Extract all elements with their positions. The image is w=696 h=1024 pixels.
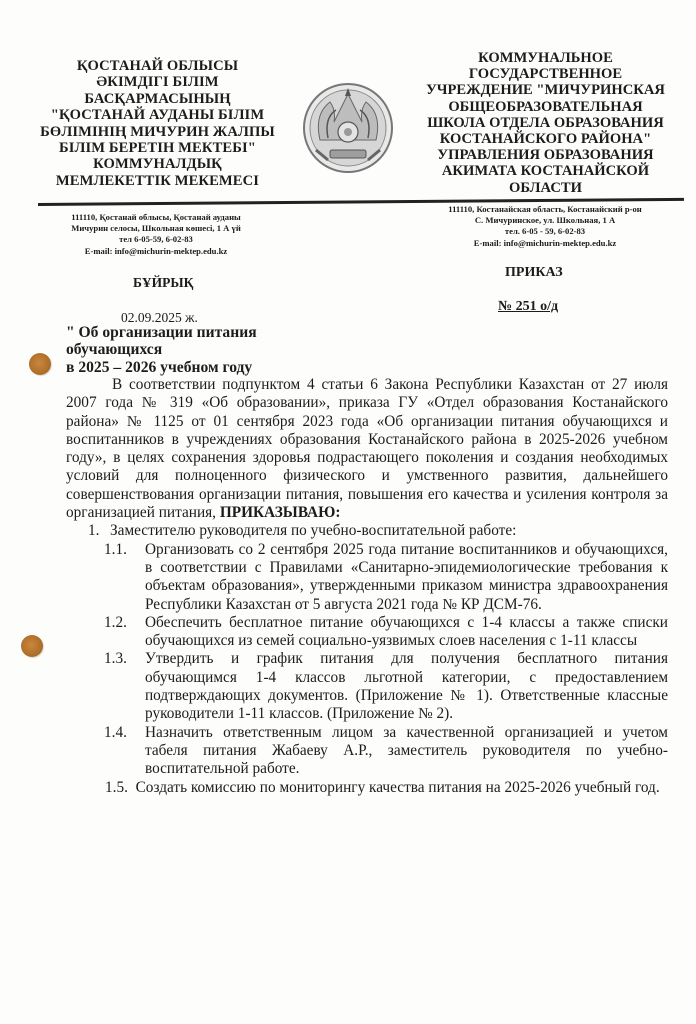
- org-name-kazakh: [40, 58, 275, 189]
- item-number: 1.: [88, 522, 100, 540]
- subject-line: в 2025 – 2026 учебном году: [66, 358, 253, 376]
- subject-line: обучающихся: [66, 341, 163, 359]
- org-line: "ҚОСТАНАЙ АУДАНЫ БІЛІМ: [50, 107, 265, 124]
- org-line: ГОСУДАРСТВЕННОЕ: [468, 66, 623, 83]
- list-item-1-3: [66, 650, 668, 723]
- item-number: 1.4.: [104, 723, 127, 741]
- org-line: ШКОЛА ОТДЕЛА ОБРАЗОВАНИЯ: [427, 114, 664, 131]
- list-item-1: [88, 522, 668, 540]
- list-item-1-2: [66, 614, 668, 651]
- org-name-russian: [418, 50, 673, 196]
- list-item-1-5: [66, 779, 668, 797]
- subject-line: " Об организации питания: [66, 324, 257, 341]
- org-line: БІЛІМ БЕРЕТІН МЕКТЕБІ": [59, 140, 256, 157]
- list-item-1-4: [66, 724, 668, 779]
- item-text: Утвердить и график питания для получения бесплатного питания обучающимся 1-4 классов льготной категории, с предоставлением подтверждающих документов. (Приложение № 1). Ответственные классные руководители 1-11 классов. (Приложение № 2).: [145, 650, 668, 723]
- order-title-kazakh: БҰЙРЫҚ: [133, 275, 194, 290]
- order-title-russian: ПРИКАЗ: [505, 265, 563, 280]
- phone-line: тел. 6-05 - 59, 6-02-83: [504, 226, 586, 237]
- org-line: ОБЩЕОБРАЗОВАТЕЛЬНАЯ: [448, 98, 643, 115]
- address-line: 111110, Костанайская область, Костанайский р-он: [448, 204, 642, 214]
- item-text: Организовать со 2 сентября 2025 года питание воспитанников и обучающихся, в соответствии с Правилами «Санитарно-эпидемиологические требования к объектам образования», утвержденными приказом министра здравоохранения Республики Казахстан от 5 августа 2021 года № КР ДСМ-76.: [145, 540, 668, 613]
- org-line: УЧРЕЖДЕНИЕ "МИЧУРИНСКАЯ: [426, 82, 665, 99]
- org-line: КОММУНАЛЬНОЕ: [478, 50, 613, 66]
- address-line: С. Мичуринское, ул. Школьная, 1 А: [474, 215, 616, 226]
- address-line: 111110, Қостанай облысы, Қостанай ауданы: [71, 212, 241, 222]
- org-line: ОБЛАСТИ: [509, 179, 582, 196]
- email-line: E-mail: info@michurin-mektep.edu.kz: [473, 237, 617, 248]
- item-number: 1.3.: [104, 650, 127, 668]
- org-line: ӘКІМДІГІ БІЛІМ: [96, 74, 219, 91]
- org-line: МЕМЛЕКЕТТІК МЕКЕМЕСІ: [55, 172, 260, 189]
- org-line: АКИМАТА КОСТАНАЙСКОЙ: [441, 163, 650, 180]
- org-line: КОСТАНАЙСКОГО РАЙОНА": [439, 131, 652, 148]
- order-body: [66, 376, 668, 797]
- order-subject: [66, 324, 257, 376]
- item-number: 1.5.: [105, 778, 128, 796]
- address-line: Мичурин селосы, Школьная көшесі, 1 А үй: [71, 223, 241, 234]
- order-number: № 251 о/д: [498, 299, 559, 314]
- item-text: Создать комиссию по мониторингу качества питания на 2025-2026 учебный год.: [135, 778, 660, 796]
- email-line: E-mail: info@michurin-mektep.edu.kz: [84, 245, 228, 256]
- punch-hole-bottom: [21, 635, 43, 657]
- phone-line: тел 6-05-59, 6-02-83: [119, 234, 193, 245]
- kazakhstan-state-emblem-icon: [300, 80, 396, 176]
- org-line: БӨЛІМІНІҢ МИЧУРИН ЖАЛПЫ: [40, 123, 275, 140]
- org-line: ҚОСТАНАЙ ОБЛЫСЫ: [76, 58, 239, 74]
- org-line: УПРАВЛЕНИЯ ОБРАЗОВАНИЯ: [437, 147, 654, 164]
- org-line: КОММУНАЛДЫҚ: [93, 156, 222, 173]
- item-number: 1.2.: [104, 613, 127, 631]
- item-text: Обеспечить бесплатное питание обучающихся с 1-4 классы а также списки обучающихся из семей социально-уязвимых слоев населения с 1-11 классы: [145, 613, 668, 650]
- list-item-1-1: [66, 541, 668, 614]
- item-number: 1.1.: [104, 540, 127, 558]
- preamble-text: В соответствии подпунктом 4 статьи 6 Закона Республики Казахстан от 27 июля 2007 года № 319 «Об образовании», приказа ГУ «Отдел образования Костанайского района» № 1125 от 01 сентября 2023 года «Об организации питания обучающихся и воспитанников в учреждениях образования Костанайского района в 2025-2026 учебном году», в целях сохранения здоровья подрастающего поколения и создания необходимых условий для полноценного физического и умственного развития, дальнейшего совершенствования организации питания, повышения его качества и усиления контроля за организацией питания,: [66, 376, 668, 522]
- item-text: Заместителю руководителя по учебно-воспитательной работе:: [110, 522, 517, 540]
- punch-hole-top: [29, 353, 51, 375]
- preamble: [66, 376, 668, 522]
- order-directive: ПРИКАЗЫВАЮ:: [219, 504, 341, 522]
- address-kazakh: [40, 212, 272, 257]
- address-russian: [420, 204, 670, 249]
- order-date: 02.09.2025 ж.: [121, 310, 198, 325]
- org-line: БАСҚАРМАСЫНЫҢ: [84, 90, 231, 107]
- item-text: Назначить ответственным лицом за качественной организацией и учетом табеля питания Жабаеву А.Р., заместитель руководителя по учебно-воспитательной работе.: [145, 723, 668, 778]
